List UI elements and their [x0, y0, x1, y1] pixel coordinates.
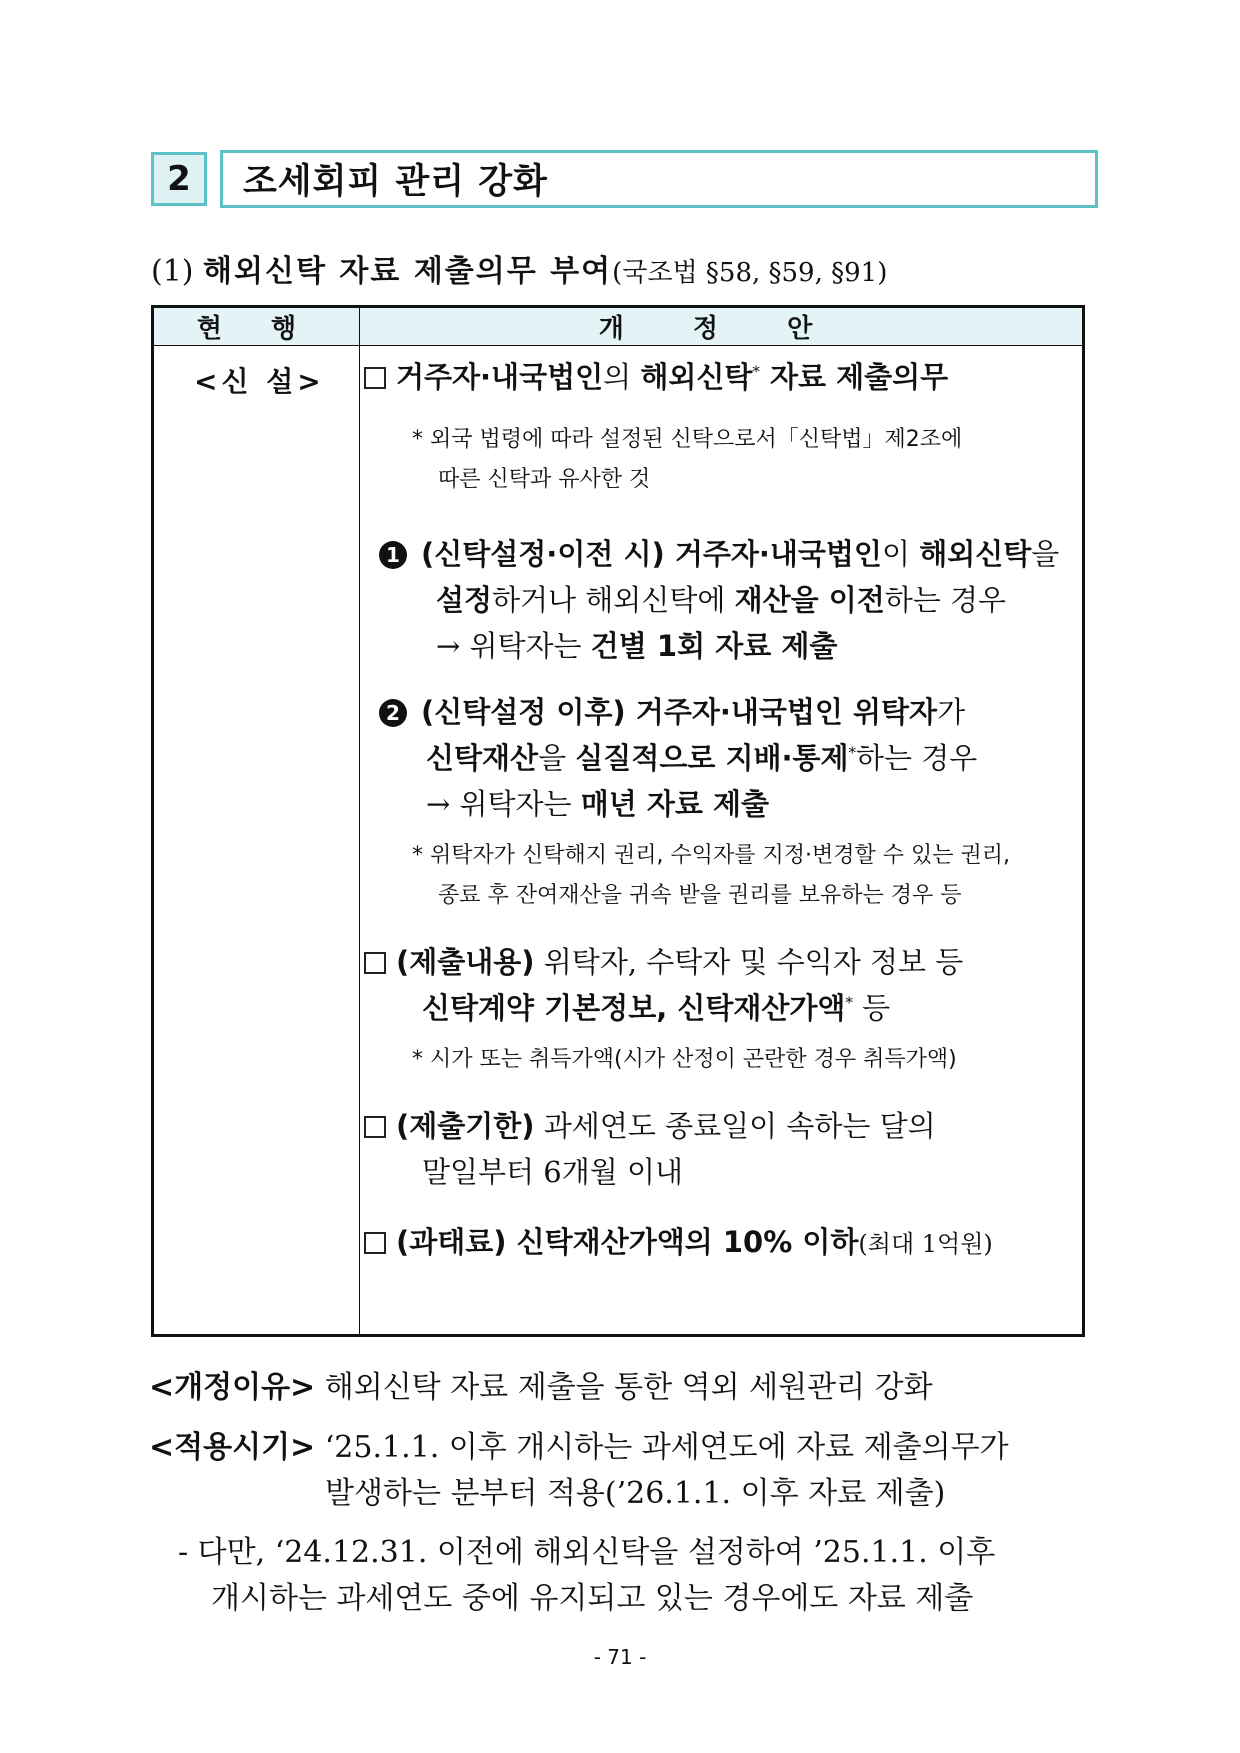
note2-line2: 종료 후 잔여재산을 귀속 받을 권리를 보유하는 경우 등: [438, 883, 962, 908]
p1-e: 을: [1031, 537, 1060, 571]
item4-a: (과태료): [396, 1225, 507, 1259]
p1-a: (신탁설정·이전 시): [421, 537, 665, 571]
p2-l2-c: 실질적으로 지배·통제: [575, 741, 849, 775]
p2-a: (신탁설정 이후): [421, 695, 626, 729]
p1-l3-b: 건별 1회 자료 제출: [590, 629, 838, 663]
number-2-icon: 2: [379, 699, 407, 727]
subsection-title: 해외신탁 자료 제출의무 부여: [203, 254, 613, 289]
number-1-icon: 1: [379, 541, 407, 569]
p2-sup: *: [848, 743, 857, 762]
item2-sup: *: [845, 993, 853, 1012]
item1-a: 거주자·내국법인: [396, 360, 604, 394]
section-number: 2: [151, 152, 207, 206]
note3: * 시가 또는 취득가액(시가 산정이 곤란한 경우 취득가액): [412, 1047, 957, 1072]
p1-b: 거주자·내국법인: [664, 537, 882, 571]
table-header: [154, 308, 1082, 346]
p1-l2-c: 재산을 이전: [734, 583, 885, 617]
comparison-table: [151, 305, 1085, 1337]
item2-b: 위탁자, 수탁자 및 수익자 정보 등: [534, 945, 964, 979]
p1-l2-b: 하거나 해외신탁에: [492, 583, 735, 617]
reason-label: <개정이유>: [149, 1370, 316, 1405]
point1-line1: [379, 532, 1059, 573]
item4-b: 신탁재산가액의 10% 이하: [506, 1225, 859, 1259]
p1-c: 이: [881, 537, 920, 571]
item2-d: 등: [852, 991, 891, 1025]
subsection-prefix: (1): [151, 254, 194, 289]
item-deadline: [364, 1104, 936, 1145]
item-obligation: [364, 355, 948, 396]
p1-l3-a: → 위탁자는: [436, 629, 591, 663]
effective-text1: ‘25.1.1. 이후 개시하는 과세연도에 자료 제출의무가: [315, 1430, 1009, 1465]
note2-line1: * 위탁자가 신탁해지 권리, 수익자를 지정·변경할 수 있는 권리,: [412, 843, 1010, 868]
checkbox-square-icon: [364, 1116, 386, 1138]
p2-l2-b: 을: [538, 741, 576, 775]
point2-line1: [379, 690, 965, 731]
p1-l2-a: 설정: [436, 583, 493, 617]
item1-d: 자료 제출의무: [759, 360, 949, 394]
item-deadline-line2: 말일부터 6개월 이내: [422, 1155, 683, 1189]
proviso-line1: - 다만, ‘24.12.31. 이전에 해외신탁을 설정하여 ’25.1.1. 이후: [178, 1535, 996, 1570]
column-divider: [359, 308, 360, 1334]
p2-l3-b: 매년 자료 제출: [580, 787, 770, 821]
p1-l2-d: 하는 경우: [884, 583, 1007, 617]
header-current: 현 행: [196, 314, 317, 344]
item3-b: 과세연도 종료일이 속하는 달의: [534, 1109, 936, 1143]
item1-sup: *: [752, 362, 760, 381]
reason-line: [149, 1362, 933, 1406]
item3-a: (제출기한): [396, 1109, 535, 1143]
checkbox-square-icon: [364, 952, 386, 974]
section-title: [220, 150, 1098, 208]
item2-c: 신탁계약 기본정보, 신탁재산가액: [422, 991, 846, 1025]
p2-l3-a: → 위탁자는: [426, 787, 581, 821]
p2-l2-d: 하는 경우: [856, 741, 978, 775]
item1-c: 해외신탁: [640, 360, 753, 394]
p2-b: 거주자·내국법인 위탁자: [625, 695, 938, 729]
effective-line1: [149, 1422, 1009, 1466]
p2-c: 가: [937, 695, 966, 729]
effective-line2: 발생하는 분부터 적용(’26.1.1. 이후 자료 제출): [325, 1476, 946, 1511]
effective-label: <적용시기>: [149, 1430, 316, 1465]
checkbox-square-icon: [364, 367, 386, 389]
point1-line3: [436, 624, 837, 665]
header-proposed: 개 정 안: [598, 314, 843, 344]
subsection-heading: [151, 246, 887, 290]
p2-l2-a: 신탁재산: [426, 741, 539, 775]
current-rule-text: <신 설>: [194, 365, 325, 398]
page-number: - 71 -: [593, 1645, 647, 1669]
p1-d: 해외신탁: [919, 537, 1032, 571]
section-title-text: 조세회피 관리 강화: [243, 162, 548, 202]
note1-line2: 따른 신탁과 유사한 것: [438, 467, 651, 492]
proviso-line2: 개시하는 과세연도 중에 유지되고 있는 경우에도 자료 제출: [211, 1581, 974, 1616]
item2-a: (제출내용): [396, 945, 535, 979]
note1-line1: * 외국 법령에 따라 설정된 신탁으로서「신탁법」제2조에: [412, 427, 963, 452]
reason-text: 해외신탁 자료 제출을 통한 역외 세원관리 강화: [315, 1370, 933, 1405]
item-penalty: [364, 1220, 993, 1261]
checkbox-square-icon: [364, 1232, 386, 1254]
point2-line3: [426, 782, 769, 823]
item4-c: (최대 1억원): [858, 1230, 993, 1258]
item-contents-line2: [422, 986, 890, 1027]
subsection-ref: (국조법 §58, §59, §91): [612, 258, 888, 288]
item1-b: 의: [603, 360, 641, 394]
point1-line2: [436, 578, 1006, 619]
item-contents: [364, 940, 963, 981]
point2-line2: [426, 736, 977, 777]
